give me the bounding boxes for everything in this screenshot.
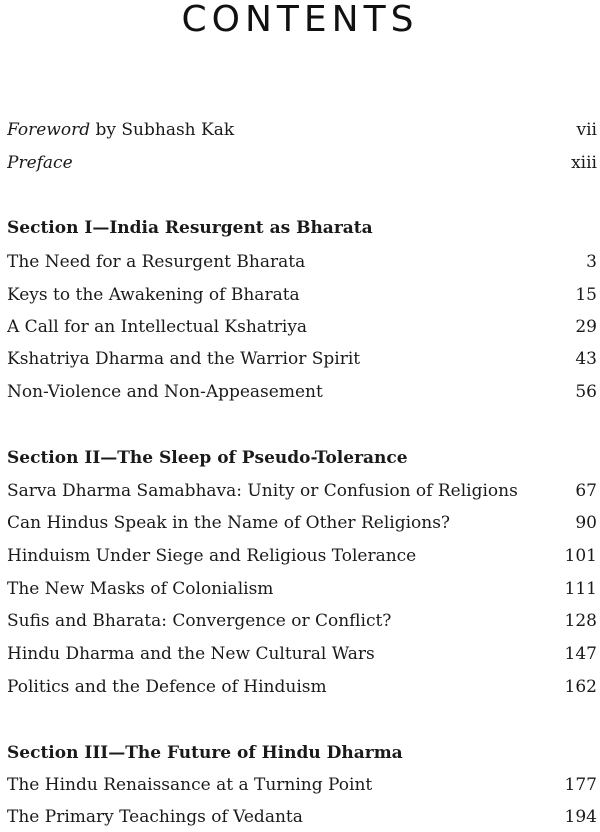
toc-entry-page: 111	[564, 579, 597, 599]
toc-entry-page: 67	[575, 481, 597, 501]
toc-entry-page: 128	[564, 611, 597, 631]
section-heading-3: Section III—The Future of Hindu Dharma	[7, 743, 403, 763]
toc-entry-page: 194	[564, 807, 597, 827]
toc-entry-label: Sarva Dharma Samabhava: Unity or Confusion of Religions	[7, 481, 518, 501]
toc-entry-label: Hindu Dharma and the New Cultural Wars	[7, 644, 375, 664]
toc-entry[interactable]	[7, 250, 597, 274]
toc-entry[interactable]	[7, 773, 597, 797]
toc-entry-label: Politics and the Defence of Hinduism	[7, 677, 327, 697]
toc-entry[interactable]	[7, 675, 597, 699]
toc-entry-page: 56	[575, 382, 597, 402]
toc-entry-page: vii	[576, 120, 597, 140]
toc-entry-label: Sufis and Bharata: Convergence or Conflict?	[7, 611, 392, 631]
section-heading-1: Section I—India Resurgent as Bharata	[7, 218, 373, 238]
toc-entry-foreword[interactable]	[7, 118, 597, 142]
toc-entry[interactable]	[7, 609, 597, 633]
toc-entry-page: 29	[575, 317, 597, 337]
toc-entry-label: Kshatriya Dharma and the Warrior Spirit	[7, 349, 361, 369]
toc-entry-page: 177	[564, 775, 597, 795]
toc-entry[interactable]	[7, 283, 597, 307]
toc-entry[interactable]	[7, 380, 597, 404]
toc-entry-label: The Need for a Resurgent Bharata	[7, 252, 306, 272]
toc-entry-label: The Hindu Renaissance at a Turning Point	[7, 775, 373, 795]
toc-entry-label	[7, 118, 567, 142]
toc-entry[interactable]	[7, 347, 597, 371]
toc-entry-page: 90	[575, 513, 597, 533]
toc-entry-label: Non-Violence and Non-Appeasement	[7, 382, 323, 402]
toc-entry-page: 3	[586, 252, 597, 272]
toc-entry-page: 147	[564, 644, 597, 664]
toc-entry-label-italic: Preface	[7, 153, 73, 173]
toc-entry-label: Keys to the Awakening of Bharata	[7, 285, 300, 305]
toc-entry[interactable]	[7, 544, 597, 568]
toc-entry-page: 101	[564, 546, 597, 566]
toc-entry[interactable]	[7, 511, 597, 535]
section-heading-2: Section II—The Sleep of Pseudo-Tolerance	[7, 448, 408, 468]
toc-entry[interactable]	[7, 577, 597, 601]
toc-entry[interactable]	[7, 642, 597, 666]
toc-entry[interactable]	[7, 805, 597, 829]
page-title: CONTENTS	[181, 0, 419, 40]
toc-entry-page: 162	[564, 677, 597, 697]
toc-entry-label: The New Masks of Colonialism	[7, 579, 274, 599]
toc-entry-preface[interactable]	[7, 151, 597, 175]
toc-entry-label-italic: Foreword	[7, 120, 91, 140]
toc-entry-label: A Call for an Intellectual Kshatriya	[7, 317, 308, 337]
toc-entry-label-rest: by Subhash Kak	[90, 120, 235, 140]
toc-entry-label: Hinduism Under Siege and Religious Tolerance	[7, 546, 417, 566]
toc-entry-label	[7, 151, 561, 175]
toc-entry-page: 15	[575, 285, 597, 305]
toc-entry-page: 43	[575, 349, 597, 369]
toc-entry-label: The Primary Teachings of Vedanta	[7, 807, 303, 827]
toc-entry[interactable]	[7, 479, 597, 503]
toc-entry-page: xiii	[571, 153, 597, 173]
toc-entry-label: Can Hindus Speak in the Name of Other Religions?	[7, 513, 451, 533]
toc-entry[interactable]	[7, 315, 597, 339]
